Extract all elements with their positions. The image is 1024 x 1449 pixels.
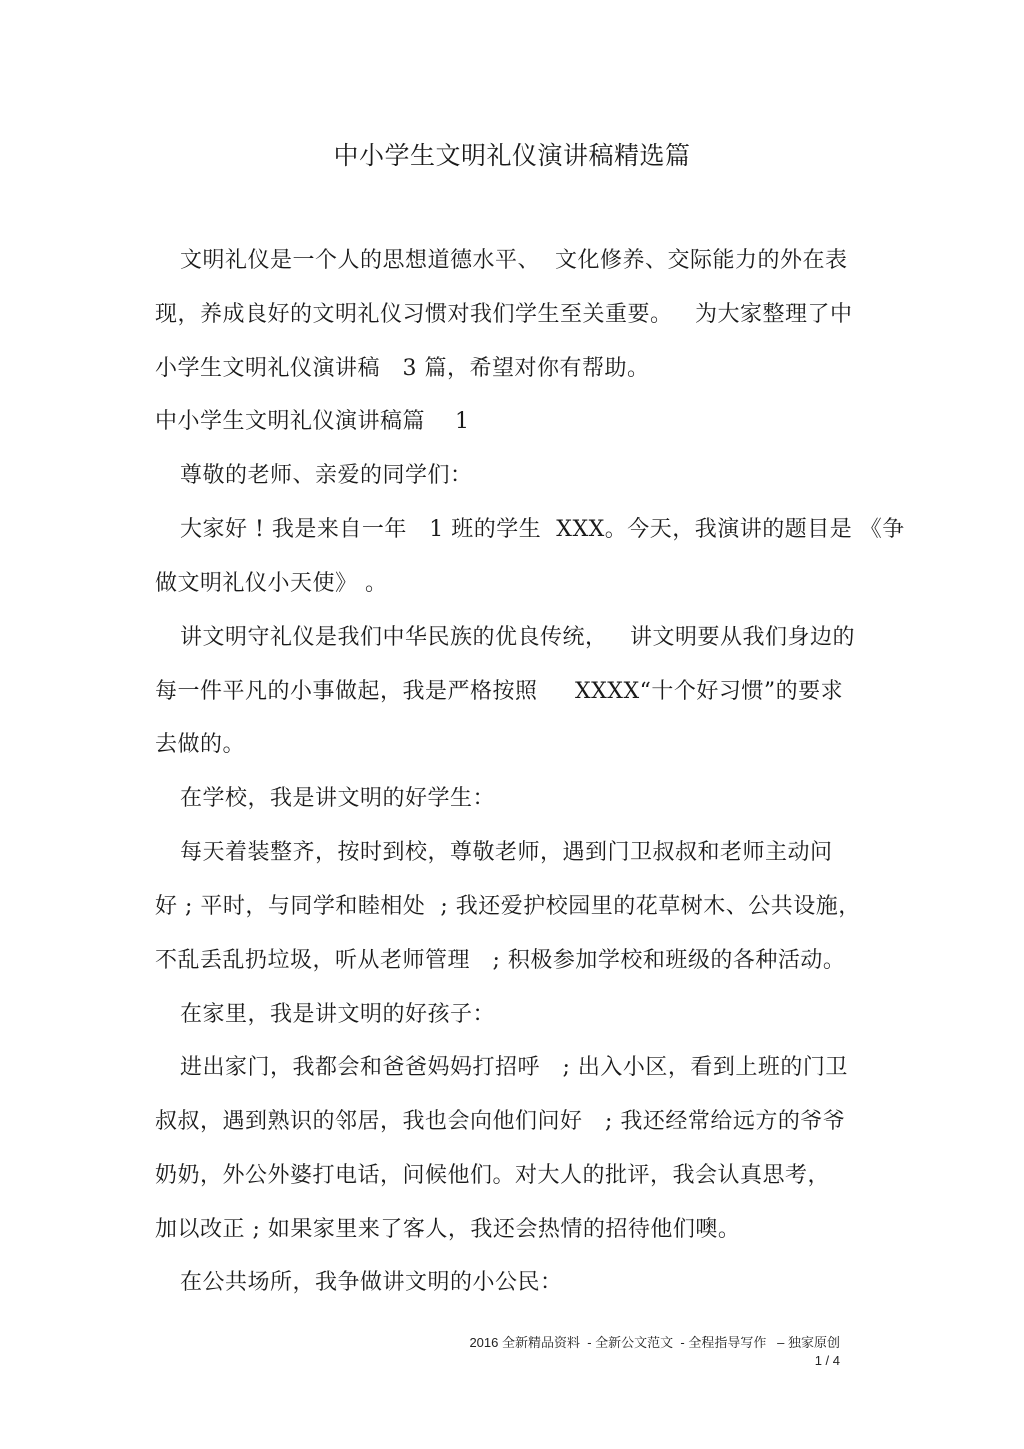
paragraph-line: 尊敬的老师、亲爱的同学们： [180,463,473,488]
section-heading: 中小学生文明礼仪演讲稿篇 1 [155,409,470,434]
paragraph-line: 讲文明守礼仪是我们中华民族的优良传统， 讲文明要从我们身边的 [180,625,855,650]
page-number: 1 / 4 [814,1353,840,1368]
paragraph-line: 去做的。 [155,732,246,757]
paragraph-line: 在家里，我是讲文明的好孩子： [180,1002,496,1027]
paragraph-line: 每一件平凡的小事做起，我是严格按照 XXXX“十个好习惯”的要求 [155,679,844,704]
paragraph-line: 加以改正 ; 如果家里来了客人，我还会热情的招待他们噢。 [155,1217,741,1242]
paragraph-line: 每天着装整齐，按时到校，尊敬老师，遇到门卫叔叔和老师主动问 [180,840,833,865]
paragraph-line: 奶奶，外公外婆打电话，问候他们。对大人的批评，我会认真思考， [155,1163,831,1188]
paragraph-line: 大家好 ! 我是来自一年 1 班的学生 XXX。今天，我演讲的题目是 《争 [180,517,905,542]
paragraph-line: 在学校，我是讲文明的好学生： [180,786,496,811]
paragraph-line: 小学生文明礼仪演讲稿 3 篇，希望对你有帮助。 [155,356,650,381]
paragraph-line: 进出家门，我都会和爸爸妈妈打招呼 ; 出入小区，看到上班的门卫 [180,1055,848,1080]
paragraph-line: 文明礼仪是一个人的思想道德水平、 文化修养、交际能力的外在表 [180,248,848,273]
page-title: 中小学生文明礼仪演讲稿精选篇 [333,141,691,170]
paragraph-line: 在公共场所，我争做讲文明的小公民： [180,1270,563,1295]
paragraph-line: 做文明礼仪小天使》 。 [155,571,388,596]
paragraph-line: 不乱丢乱扔垃圾，听从老师管理 ; 积极参加学校和班级的各种活动。 [155,948,846,973]
footer-tagline: 2016 全新精品资料 - 全新公文范文 - 全程指导写作 – 独家原创 [469,1335,840,1350]
paragraph-line: 叔叔，遇到熟识的邻居，我也会向他们问好 ; 我还经常给远方的爷爷 [155,1109,846,1134]
paragraph-line: 现，养成良好的文明礼仪习惯对我们学生至关重要。 为大家整理了中 [155,302,853,327]
paragraph-line: 好 ; 平时，与同学和睦相处 ; 我还爱护校园里的花草树木、公共设施， [155,894,861,919]
